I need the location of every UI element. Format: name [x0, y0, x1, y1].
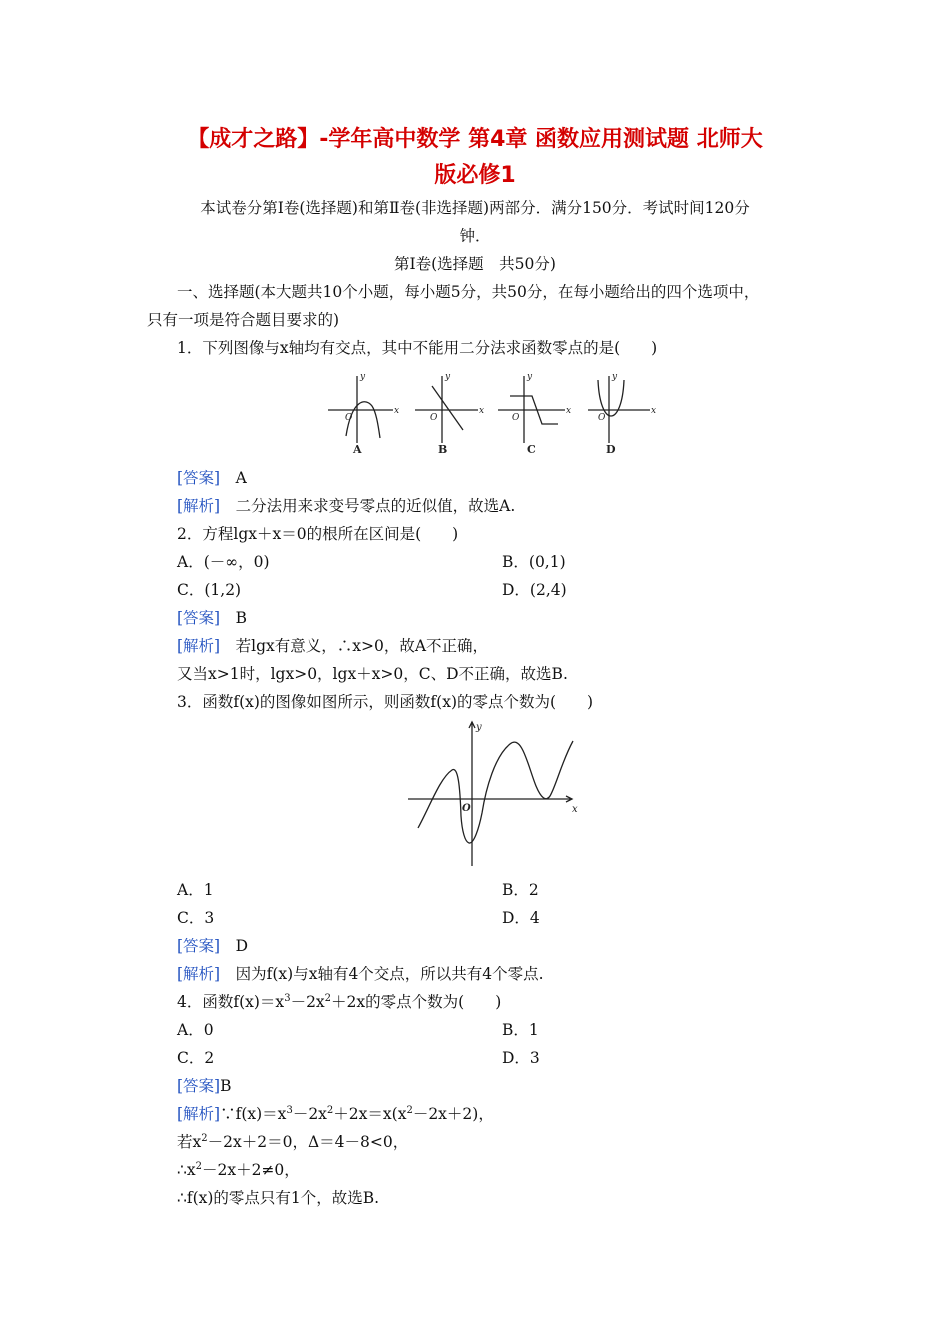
q1-answer — [177, 468, 247, 488]
q3-curve — [418, 741, 573, 843]
intro-line2: 钟． — [459, 227, 491, 245]
q3-figure — [400, 716, 590, 872]
analysis-tag: [解析] — [177, 497, 221, 515]
q1-label-d: D — [606, 443, 616, 456]
q4-answer — [177, 1076, 232, 1096]
section1-line2: 只有一项是符合题目要求的) — [147, 311, 340, 329]
q4-option-d: D．3 — [502, 1049, 540, 1067]
q1-label-c: C — [527, 443, 536, 456]
q4-option-a: A．0 — [177, 1021, 214, 1039]
q3-option-b: B．2 — [502, 881, 539, 899]
q3-stem: 3．函数f(x)的图像如图所示，则函数f(x)的零点个数为( ) — [177, 693, 594, 711]
q3-answer-value: D — [235, 937, 249, 955]
q3-analysis — [177, 964, 544, 984]
intro-line1: 本试卷分第Ⅰ卷(选择题)和第Ⅱ卷(非选择题)两部分．满分150分．考试时间120分 — [200, 199, 750, 217]
q1-answer-value: A — [235, 469, 247, 487]
analysis-tag: [解析] — [177, 1105, 221, 1123]
q3-origin: O — [462, 803, 471, 814]
answer-tag: [答案] — [177, 937, 221, 955]
doc-title-line1: 【成才之路】-学年高中数学 第4章 函数应用测试题 北师大 — [187, 127, 763, 152]
q2-analysis-line2: 又当x>1时，lgx>0，lgx＋x>0，C、D不正确，故选B. — [177, 665, 568, 683]
q1-stem: 1．下列图像与x轴均有交点，其中不能用二分法求函数零点的是( ) — [177, 339, 658, 357]
q3-answer — [177, 936, 248, 956]
q1-label-a: A — [353, 443, 362, 456]
q2-answer — [177, 608, 247, 628]
q3-option-a: A．1 — [177, 881, 214, 899]
q4-option-b: B．1 — [502, 1021, 539, 1039]
q1-b-x-label: x — [479, 406, 485, 416]
q4-analysis-line1: [解析]$\because f(x)=x^3-2x^2+2x=x(x^2-2x+2)$， — [177, 1105, 494, 1123]
q3-option-c: C．3 — [177, 909, 215, 927]
answer-tag: [答案] — [177, 1077, 221, 1095]
q4-option-c: C．2 — [177, 1049, 215, 1067]
q1-d-y-label: y — [612, 372, 618, 382]
analysis-tag: [解析] — [177, 637, 221, 655]
q1-b-origin: O — [430, 413, 438, 423]
q4-analysis-line3: $\therefore x^2-2x+2\ne 0$， — [177, 1161, 300, 1179]
q2-answer-value: B — [235, 609, 248, 627]
q2-option-a: A．(－∞，0) — [177, 553, 270, 571]
q1-b-y-label: y — [445, 372, 451, 382]
q1-d-origin: O — [598, 413, 606, 423]
q3-analysis-text: 因为f(x)与x轴有4个交点，所以共有4个零点. — [235, 965, 544, 983]
part1-heading: 第Ⅰ卷(选择题 共50分) — [394, 255, 556, 273]
q2-stem: 2．方程lgx＋x＝0的根所在区间是( ) — [177, 525, 459, 543]
answer-tag: [答案] — [177, 609, 221, 627]
q4-analysis-line4: ∴f(x)的零点只有1个，故选B. — [177, 1189, 380, 1207]
q1-c-origin: O — [512, 413, 520, 423]
q1-figures — [320, 368, 660, 460]
q1-a-x-label: x — [394, 406, 400, 416]
answer-tag: [答案] — [177, 469, 221, 487]
q2-option-c: C．(1,2) — [177, 581, 242, 599]
q3-x-label: x — [572, 804, 578, 815]
q1-label-b: B — [438, 443, 448, 456]
q4-analysis-line2: 若$x^2-2x+2=0$，Δ＝4－8<0， — [177, 1133, 409, 1151]
doc-title-line2: 版必修1 — [434, 163, 516, 188]
q3-option-d: D．4 — [502, 909, 540, 927]
q1-c-x-label: x — [566, 406, 572, 416]
q1-d-x-label: x — [651, 406, 657, 416]
q4-stem: 4．函数$f(x)=x^3-2x^2+2x$的零点个数为( ) — [177, 993, 502, 1011]
q2-analysis — [177, 636, 488, 656]
q4-answer-value: B — [220, 1077, 232, 1095]
q3-y-label: y — [476, 722, 482, 733]
q1-a-y-label: y — [360, 372, 366, 382]
q1-b-line — [432, 386, 463, 430]
q1-a-origin: O — [345, 413, 353, 423]
q1-analysis — [177, 496, 515, 516]
q2-analysis-line1: 若lgx有意义，∴x>0，故A不正确， — [235, 637, 489, 655]
q1-c-y-label: y — [527, 372, 533, 382]
q2-option-d: D．(2,4) — [502, 581, 567, 599]
analysis-tag: [解析] — [177, 965, 221, 983]
q1-analysis-text: 二分法用来求变号零点的近似值，故选A. — [235, 497, 516, 515]
section1-line1: 一、选择题(本大题共10个小题，每小题5分，共50分，在每小题给出的四个选项中， — [177, 283, 760, 301]
q2-option-b: B．(0,1) — [502, 553, 566, 571]
